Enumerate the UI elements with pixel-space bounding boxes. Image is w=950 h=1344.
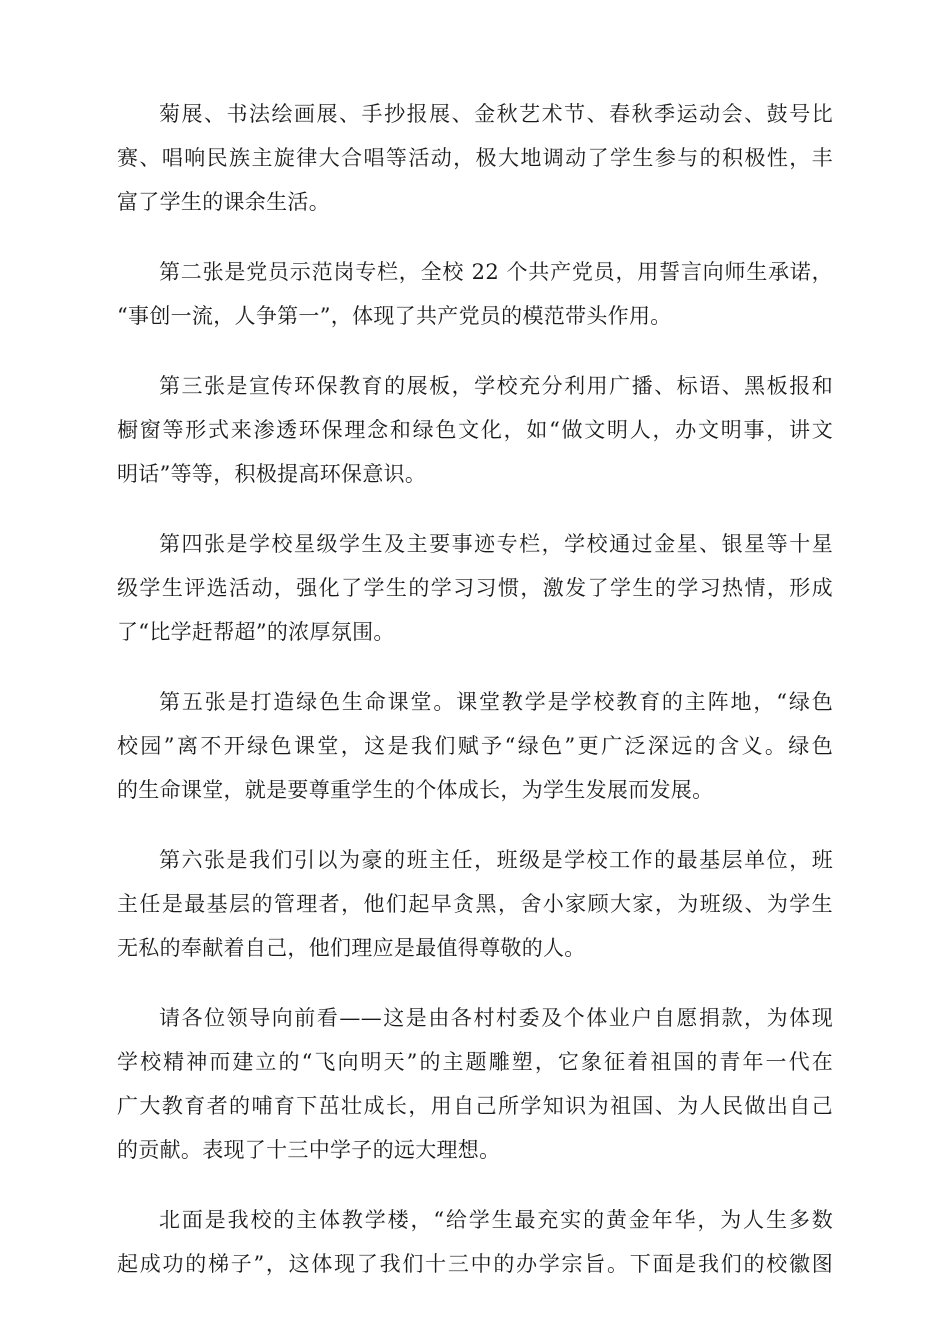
text-line: 的生命课堂，就是要尊重学生的个体成长，为学生发展而发展。 bbox=[117, 778, 714, 802]
text-line: 赛、唱响民族主旋律大合唱等活动，极大地调动了学生参与的积极性，丰 bbox=[117, 146, 833, 170]
text-line: 第六张是我们引以为豪的班主任，班级是学校工作的最基层单位，班 bbox=[159, 848, 833, 872]
text-line: 广大教育者的哺育下茁壮成长，用自己所学知识为祖国、为人民做出自己 bbox=[117, 1094, 833, 1118]
text-line: 北面是我校的主体教学楼，“给学生最充实的黄金年华，为人生多数 bbox=[159, 1208, 833, 1232]
text-line: 富了学生的课余生活。 bbox=[117, 190, 330, 214]
text-line: 菊展、书法绘画展、手抄报展、金秋艺术节、春秋季运动会、鼓号比 bbox=[159, 102, 833, 126]
paragraph bbox=[117, 1198, 833, 1286]
paragraph bbox=[117, 996, 833, 1172]
text-line: 无私的奉献着自己，他们理应是最值得尊敬的人。 bbox=[117, 936, 586, 960]
paragraph bbox=[117, 522, 833, 654]
text-line: “事创一流，人争第一”，体现了共产党员的模范带头作用。 bbox=[117, 304, 672, 328]
document-body bbox=[117, 92, 833, 1312]
text-line: 校园”离不开绿色课堂，这是我们赋予“绿色”更广泛深远的含义。绿色 bbox=[117, 734, 833, 758]
text-line: 请各位领导向前看——这是由各村村委及个体业户自愿捐款，为体现 bbox=[159, 1006, 833, 1030]
paragraph bbox=[117, 92, 833, 224]
text-line: 第二张是党员示范岗专栏，全校 22 个共产党员，用誓言向师生承诺， bbox=[159, 260, 833, 284]
paragraph bbox=[117, 364, 833, 496]
text-line: 的贡献。表现了十三中学子的远大理想。 bbox=[117, 1138, 501, 1162]
text-line: 第四张是学校星级学生及主要事迹专栏，学校通过金星、银星等十星 bbox=[159, 532, 833, 556]
text-line: 第三张是宣传环保教育的展板，学校充分利用广播、标语、黑板报和 bbox=[159, 374, 833, 398]
paragraph bbox=[117, 250, 833, 338]
text-line: 起成功的梯子”，这体现了我们十三中的办学宗旨。下面是我们的校徽图 bbox=[117, 1252, 833, 1276]
text-line: 第五张是打造绿色生命课堂。课堂教学是学校教育的主阵地，“绿色 bbox=[159, 690, 833, 714]
paragraph bbox=[117, 680, 833, 812]
paragraph bbox=[117, 838, 833, 970]
text-line: 级学生评选活动，强化了学生的学习习惯，激发了学生的学习热情，形成 bbox=[117, 576, 833, 600]
text-line: 了“比学赶帮超”的浓厚氛围。 bbox=[117, 620, 395, 644]
text-line: 橱窗等形式来渗透环保理念和绿色文化，如“做文明人，办文明事，讲文 bbox=[117, 418, 833, 442]
text-line: 学校精神而建立的“飞向明天”的主题雕塑，它象征着祖国的青年一代在 bbox=[117, 1050, 833, 1074]
text-line: 明话”等等，积极提高环保意识。 bbox=[117, 462, 427, 486]
text-line: 主任是最基层的管理者，他们起早贪黑，舍小家顾大家，为班级、为学生 bbox=[117, 892, 833, 916]
